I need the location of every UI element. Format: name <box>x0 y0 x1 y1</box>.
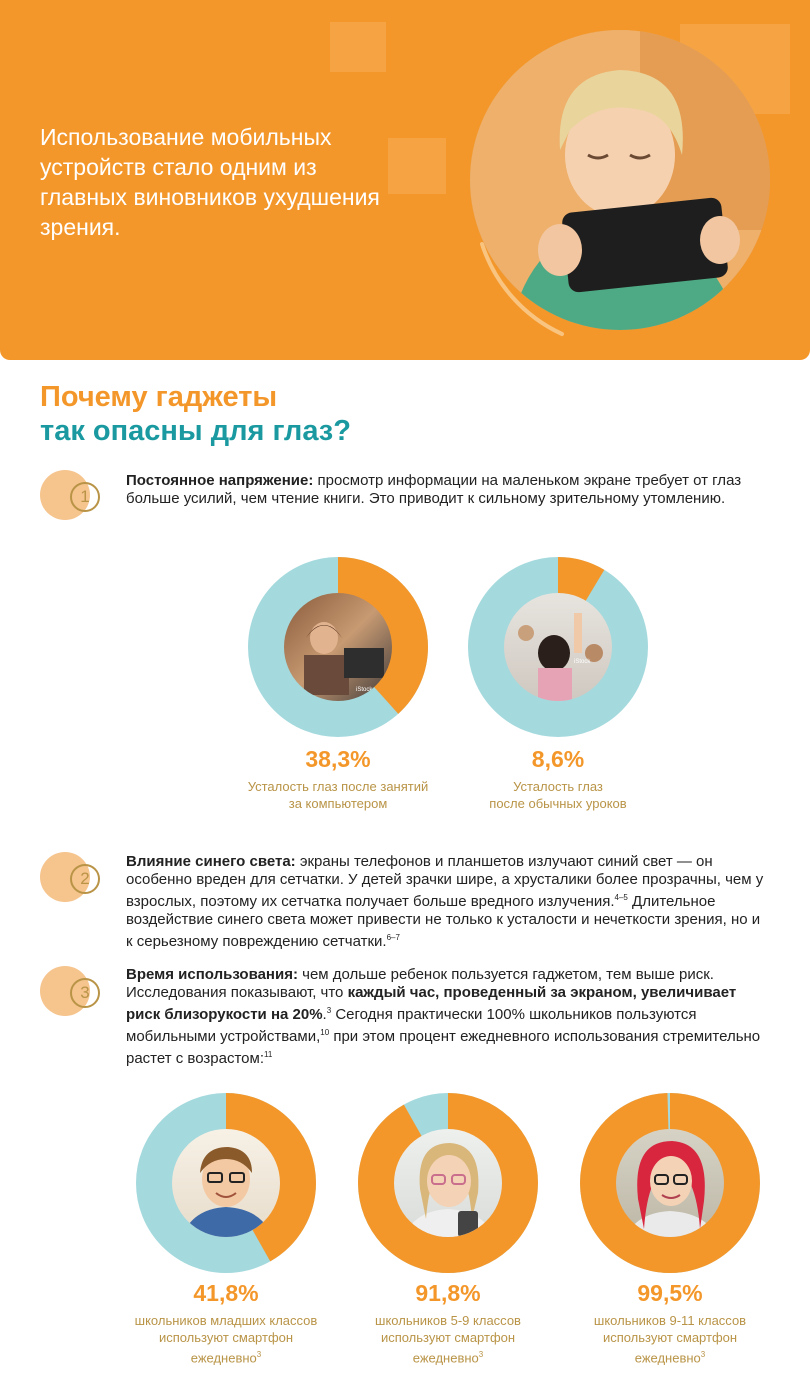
number-label: 3 <box>70 978 100 1008</box>
photo-kids-at-computers <box>284 593 392 701</box>
number-label: 2 <box>70 864 100 894</box>
decor-square <box>330 22 386 72</box>
stat-caption-grades-5-9: школьников 5-9 классов используют смартфон ежедневно$^3$ <box>375 1313 521 1366</box>
hero-banner <box>0 0 810 360</box>
stat-value-grades-5-9: 91,8% <box>415 1280 481 1306</box>
point-3-text: Время использования: чем дольше ребенок пользуется гаджетом, тем выше риск. Исследования показывают, что каждый час, проведенный за экраном, увеличивает риск близорукости на 20%.$^3$ Сегодня практически 100% школьников пользуются мобильными устройствами,$^{10}$ при этом процент ежедневного использования стремительно растет с возрастом:$^{11}$ <box>126 966 761 1067</box>
donut-chart-grades-9-11 <box>580 1093 760 1273</box>
number-badge-2 <box>40 852 100 902</box>
stat-value-grades-9-11: 99,5% <box>637 1280 703 1306</box>
point-1-title: Постоянное напряжение: <box>126 472 314 489</box>
photo-girl-with-glasses <box>394 1129 502 1237</box>
photo-classroom <box>504 593 612 701</box>
hero-photo-child-with-tablet <box>470 30 770 330</box>
svg-text:iStock: iStock <box>574 659 591 665</box>
point-2-title: Влияние синего света: <box>126 853 296 870</box>
stat-caption-primary-school: школьников младших классов используют смартфон ежедневно$^3$ <box>134 1313 318 1366</box>
number-badge-3 <box>40 966 100 1016</box>
stat-value-primary-school: 41,8% <box>193 1280 259 1306</box>
donut-chart-primary-school <box>136 1093 316 1273</box>
number-label: 1 <box>70 482 100 512</box>
section-heading <box>40 380 351 448</box>
stat-caption-computer: Усталость глаз после занятий за компьютером <box>247 779 429 811</box>
point-2-text: Влияние синего света: экраны телефонов и планшетов излучают синий свет — он особенно вреден для сетчатки. У детей зрачки шире, а хрусталики более прозрачны, чем у взрослых, поэтому их сетчатка получает больше вредного излучения.$^{4-5}$ Длительное воздействие синего света может привести не только к усталости и нечеткости зрения, но и к серьезному повреждению сетчатки.$^{6-7}$ <box>126 853 764 950</box>
stat-value-lessons: 8,6% <box>531 746 585 772</box>
hero-text: Использование мобильных устройств стало одним из главных виновников ухудшения зрения. <box>40 124 380 240</box>
heading-line-1: Почему гаджеты <box>40 381 278 413</box>
svg-text:iStock: iStock <box>356 687 373 693</box>
number-badge-1 <box>40 470 100 520</box>
point-1-text: Постоянное напряжение: просмотр информации на маленьком экране требует от глаз больше усилий, чем чтение книги. Это приводит к сильному зрительному утомлению. <box>126 472 742 507</box>
point-3-highlight: каждый час, проведенный за экраном, увеличивает риск близорукости на 20% <box>126 984 737 1023</box>
point-3-title: Время использования: <box>126 966 298 983</box>
photo-boy-with-glasses <box>172 1129 280 1237</box>
photo-teen-girl-red-hair <box>616 1129 724 1237</box>
stat-caption-lessons: Усталость глаз после обычных уроков <box>489 779 627 811</box>
stat-value-computer: 38,3% <box>305 746 371 772</box>
donut-chart-lessons <box>468 557 648 737</box>
donut-chart-grades-5-9 <box>358 1093 538 1273</box>
heading-line-2: так опасны для глаз? <box>40 415 351 447</box>
donut-chart-computer <box>248 557 428 737</box>
stat-caption-grades-9-11: школьников 9-11 классов используют смартфон ежедневно$^3$ <box>593 1313 747 1366</box>
